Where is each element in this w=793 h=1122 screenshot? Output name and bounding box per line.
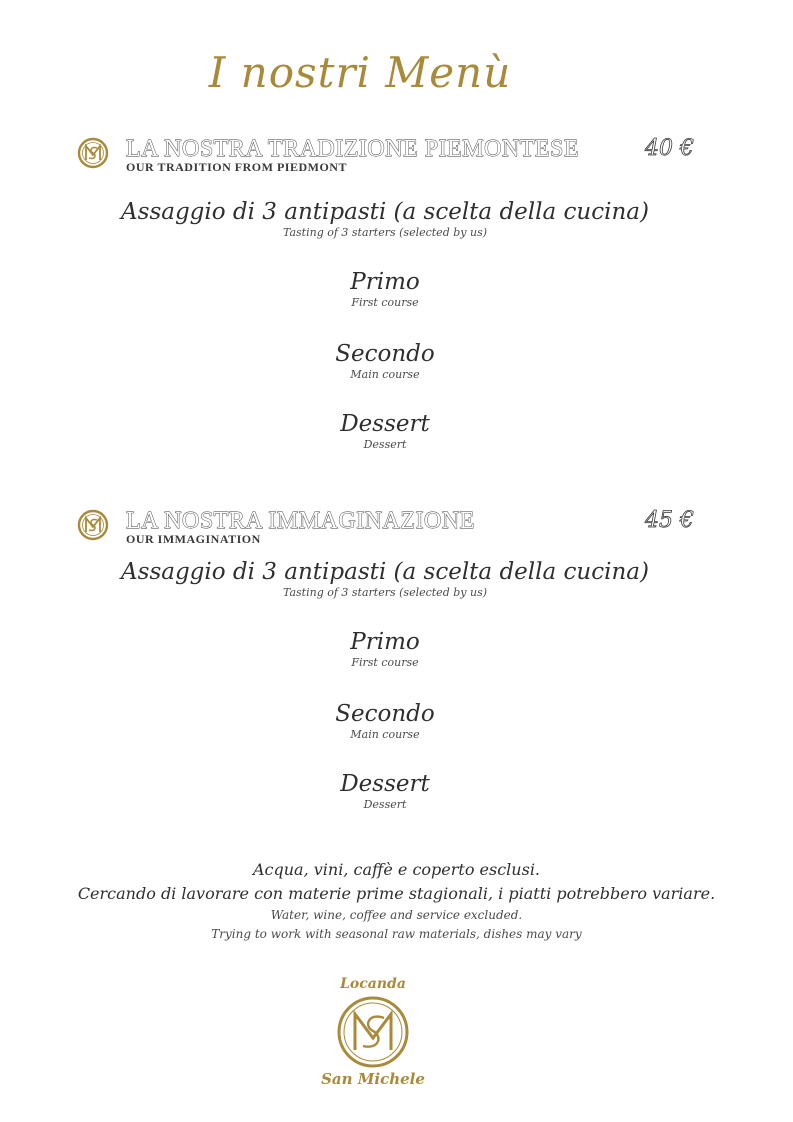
course-translation: Main course [350,368,420,381]
menu-subtitle: OUR TRADITION FROM PIEDMONT [126,160,347,174]
course-translation: Tasting of 3 starters (selected by us) [282,226,488,239]
menu-header-tradizione [76,136,716,186]
menu-name: LA NOSTRA IMMAGINAZIONE [126,508,475,534]
course-dessert [0,770,770,812]
menu-price: 45 € [645,508,694,533]
course-name: Primo [350,629,420,655]
menu-name: LA NOSTRA TRADIZIONE PIEMONTESE [126,136,580,162]
course-primo [0,628,770,670]
course-starters [0,558,770,600]
footer-note-en-2: Trying to work with seasonal raw materials, dishes may vary [211,927,582,941]
course-name: Secondo [335,701,435,727]
course-name: Secondo [335,341,435,367]
menu-subtitle: OUR IMMAGINATION [126,532,261,546]
menu-header-immaginazione [76,508,716,558]
course-secondo [0,700,770,742]
logo-top-text: Locanda [340,976,406,992]
course-translation: Dessert [363,438,407,451]
course-name: Primo [350,269,420,295]
ms-monogram-icon [76,508,110,542]
course-primo [0,268,770,310]
course-name: Dessert [340,411,430,437]
course-translation: Main course [350,728,420,741]
course-translation: First course [351,296,419,309]
course-name: Assaggio di 3 antipasti (a scelta della cucina) [121,559,649,585]
course-dessert [0,410,770,452]
course-name: Dessert [340,771,430,797]
course-secondo [0,340,770,382]
course-translation: Dessert [363,798,407,811]
course-translation: Tasting of 3 starters (selected by us) [282,586,488,599]
logo-bottom-text: San Michele [321,1070,425,1088]
menu-price: 40 € [645,136,694,161]
page-title: I nostri Menù [208,48,512,97]
course-name: Assaggio di 3 antipasti (a scelta della cucina) [121,199,649,225]
locanda-logo [318,976,428,1091]
footer-note-it-2: Cercando di lavorare con materie prime stagionali, i piatti potrebbero variare. [77,884,716,903]
ms-monogram-logo-icon [335,994,411,1070]
footer-note-it-1: Acqua, vini, caffè e coperto esclusi. [252,860,541,879]
course-starters [0,198,770,240]
course-translation: First course [351,656,419,669]
footer-notes [0,858,793,944]
ms-monogram-icon [76,136,110,170]
footer-note-en-1: Water, wine, coffee and service excluded. [270,908,523,922]
